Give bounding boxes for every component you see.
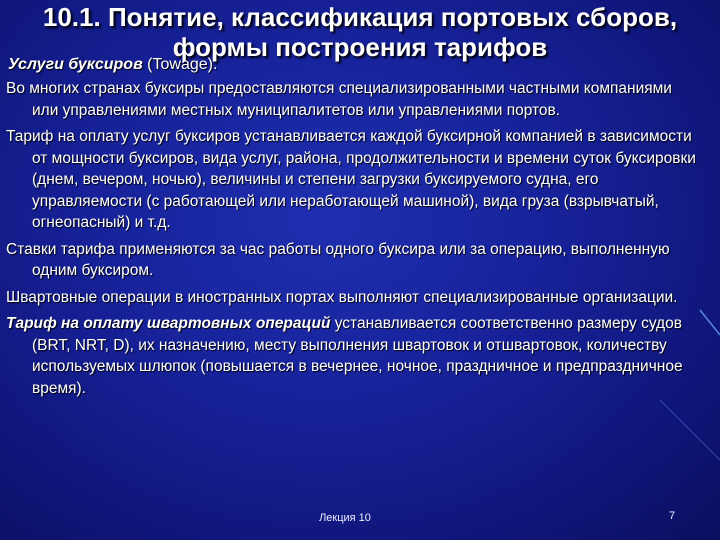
- paragraph-2: Тариф на оплату услуг буксиров устанавливается каждой буксирной компанией в зависимости от мощности буксиров, вида услуг, района, продолжительности и времени суток буксировки (днем, вечером, ночью), величины и степени загрузки буксируемого судна, его управляемости (с работающей или неработающей машиной), вида груза (взрывчатый, огнеопасный) и т.д.: [6, 128, 696, 231]
- paragraph-3: Ставки тарифа применяются за час работы одного буксира или за операцию, выполненную одним буксиром.: [6, 240, 670, 279]
- paragraph-5-rest: устанавливается соответственно размеру судов (BRT, NRT, D), их назначению, месту выполнения швартовок и отшвартовок, количеству используемых шлюпок (повышается в вечернее, ночное, праздничное и предпраздничное время).: [32, 315, 683, 397]
- slide-content: [6, 78, 700, 404]
- paragraph-5: [6, 313, 700, 399]
- page-number: 7: [669, 510, 676, 522]
- subtitle: [8, 56, 217, 74]
- subtitle-rest: (Towage).: [142, 56, 218, 73]
- title-line-1: 10.1. Понятие, классификация портовых сборов,: [42, 2, 678, 32]
- paragraph-5-italic: Тариф на оплату швартовных операций: [6, 315, 331, 332]
- title-line-2: формы построения тарифов: [172, 32, 548, 62]
- footer-label: Лекция 10: [319, 512, 371, 524]
- paragraph-4: Швартовные операции в иностранных портах выполняют специализированные организации.: [6, 288, 678, 306]
- paragraph-1: Во многих странах буксиры предоставляются специализированными частными компаниями или управлениями местных муниципалитетов или управлениями портов.: [6, 80, 672, 119]
- subtitle-italic: Услуги буксиров: [8, 56, 143, 73]
